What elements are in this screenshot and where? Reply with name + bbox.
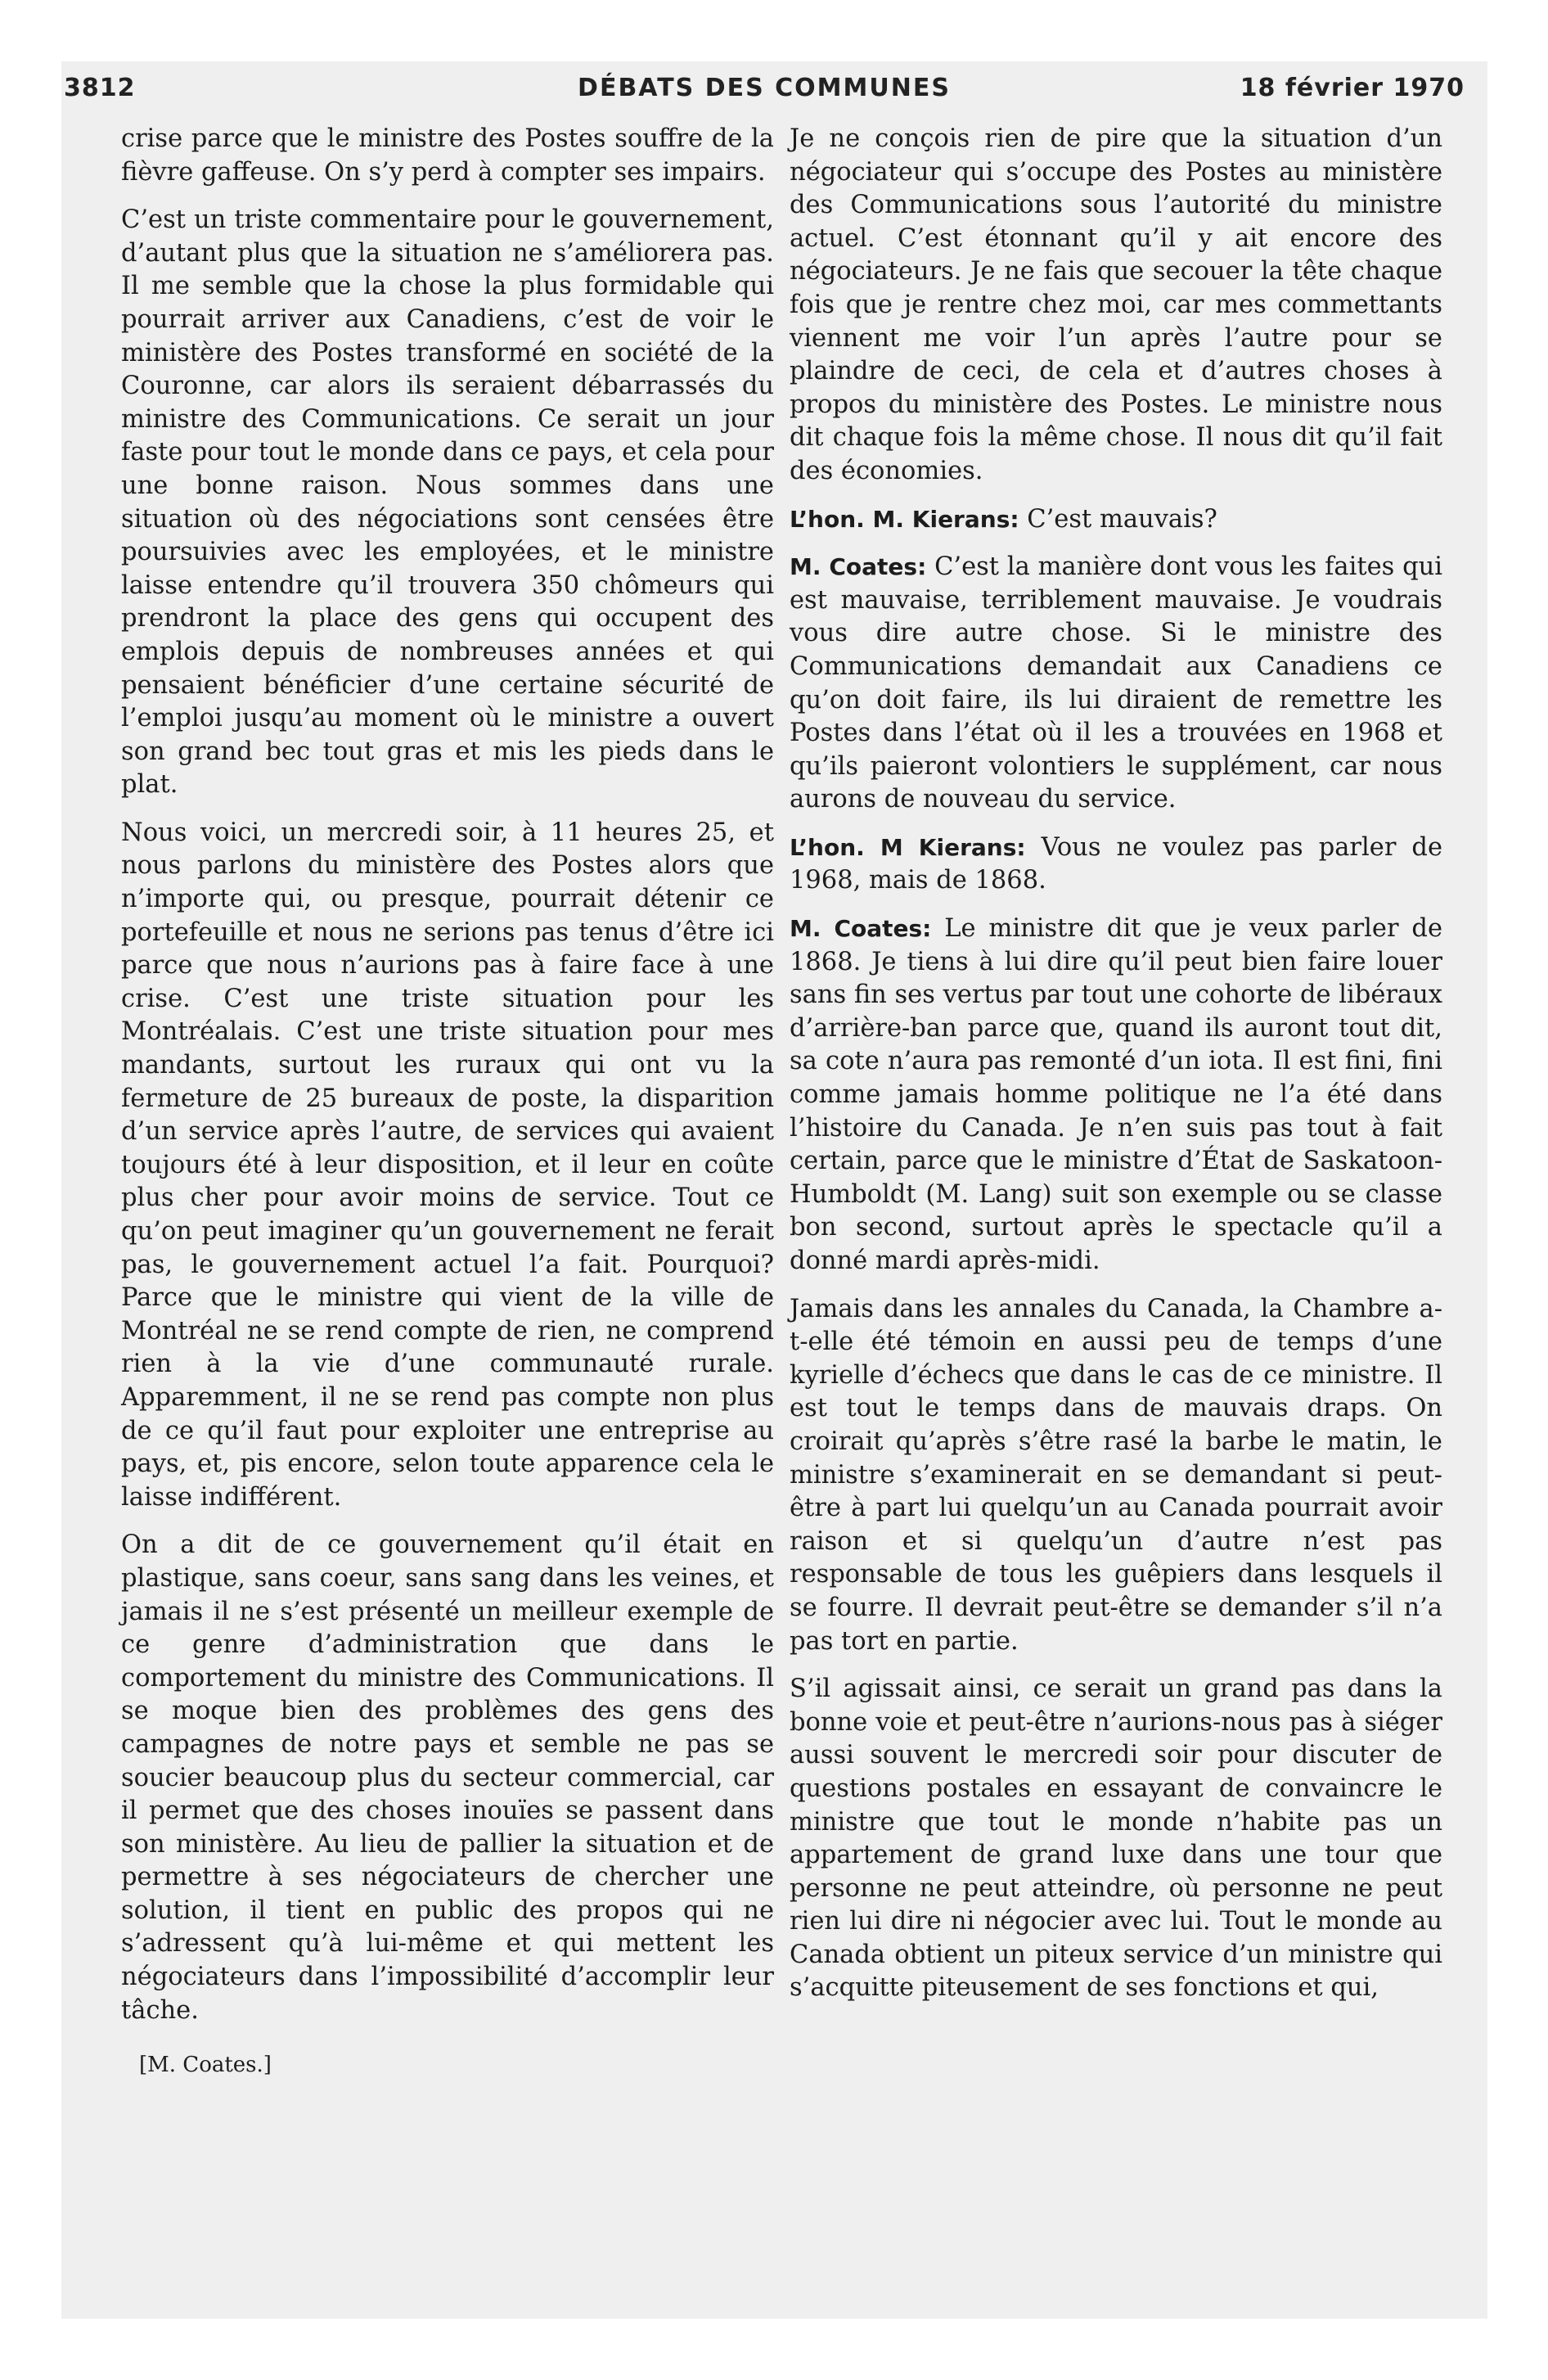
paragraph: Je ne conçois rien de pire que la situation d’un négociateur qui s’occupe des Postes au ministère des Communications sous l’autorité du ministre actuel. C’est étonnant qu’il y ait encore des négociateurs. Je ne fais que secouer la tête chaque fois que je rentre chez moi, car mes commettants viennent me voir l’un après l’autre pour se plaindre de ceci, de cela et d’autres choses à propos du ministère des Postes. Le ministre nous dit chaque fois la même chose. Il nous dit qu’il fait des économies. xyxy=(790,124,1442,485)
speech-text: Le ministre dit que je veux parler de 1868. Je tiens à lui dire qu’il peut bien faire louer sans fin ses vertus par tout une cohorte de libéraux d’arrière-ban parce que, quand ils auront tout dit, sa cote n’aura pas remonté d’un iota. Il est fini, fini comme jamais homme politique ne l’a été dans l’histoire du Canada. Je n’en suis pas tout à fait certain, parce que le ministre d’État de Saskatoon-Humboldt (M. Lang) suit son exemple ou se classe bon second, surtout après le spectacle qu’il a donné mardi après-midi. xyxy=(790,914,1442,1275)
page-number: 3812 xyxy=(64,74,136,102)
paragraph: S’il agissait ainsi, ce serait un grand pas dans la bonne voie et peut-être n’aurions-nous pas à siéger aussi souvent le mercredi soir pour discuter de questions postales en essayant de convaincre le ministre que tout le monde n’habite pas un appartement de grand luxe dans une tour que personne ne peut atteindre, où personne ne peut rien lui dire ni négocier avec lui. Tout le monde au Canada obtient un piteux service d’un ministre qui s’acquitte piteusement de ses fonctions et qui, xyxy=(790,1675,1442,2003)
speech-text: C’est mauvais? xyxy=(1019,504,1217,534)
speaker-attribution: [M. Coates.] xyxy=(139,2053,272,2078)
speaker-name: L’hon. M Kierans: xyxy=(790,833,1026,861)
paragraph: crise parce que le ministre des Postes souffre de la fièvre gaffeuse. On s’y perd à compter ses impairs. xyxy=(121,124,774,187)
speaker-name: M. Coates: xyxy=(790,553,927,581)
page-title: DÉBATS DES COMMUNES xyxy=(578,74,951,102)
speaker-name: L’hon. M. Kierans: xyxy=(790,505,1019,533)
left-column xyxy=(121,123,774,2082)
speaker-name: M. Coates: xyxy=(790,915,932,943)
right-column xyxy=(790,123,1442,2020)
page-date: 18 février 1970 xyxy=(1240,74,1465,102)
speech-text: Vous ne voulez pas parler de 1968, mais de 1868. xyxy=(790,832,1442,895)
paragraph: Nous voici, un mercredi soir, à 11 heures 25, et nous parlons du ministère des Postes alors que n’importe qui, ou presque, pourrait détenir ce portefeuille et nous ne serions pas tenus d’être ici parce que nous n’aurions pas à faire face à une crise. C’est une triste situation pour les Montréalais. C’est une triste situation pour mes mandants, surtout les ruraux qui ont vu la fermeture de 25 bureaux de poste, la disparition d’un service après l’autre, de services qui avaient toujours été à leur disposition, et il leur en coûte plus cher pour avoir moins de service. Tout ce qu’on peut imaginer qu’un gouvernement ne ferait pas, le gouvernement actuel l’a fait. Pourquoi? Parce que le ministre qui vient de la ville de Montréal ne se rend compte de rien, ne comprend rien à la vie d’une communauté rurale. Apparemment, il ne se rend pas compte non plus de ce qu’il faut pour exploiter une entreprise au pays, et, pis encore, selon toute apparence cela le laisse indifférent. xyxy=(121,818,774,1512)
page-header xyxy=(64,74,1465,115)
paragraph: C’est un triste commentaire pour le gouvernement, d’autant plus que la situation ne s’améliorera pas. Il me semble que la chose la plus formidable qui pourrait arriver aux Canadiens, c’est de voir le ministère des Postes transformé en société de la Couronne, car alors ils seraient débarrassés du ministre des Communications. Ce serait un jour faste pour tout le monde dans ce pays, et cela pour une bonne raison. Nous sommes dans une situation où des négociations sont censées être poursuivies avec les employées, et le ministre laisse entendre qu’il trouvera 350 chômeurs qui prendront la place des gens qui occupent des emplois depuis de nombreuses années et qui pensaient bénéficier d’une certaine sécurité de l’emploi jusqu’au moment où le ministre a ouvert son grand bec tout gras et mis les pieds dans le plat. xyxy=(121,205,774,800)
speech-entry xyxy=(790,913,1442,1278)
speech-text: C’est la manière dont vous les faites qui est mauvaise, terriblement mauvaise. Je voudrais vous dire autre chose. Si le ministre des Communications demandait aux Canadiens ce qu’on doit faire, ils lui diraient de remettre les Postes dans l’état où il les a trouvées en 1968 et qu’ils paieront volontiers le supplément, car nous aurons de nouveau du service. xyxy=(790,552,1442,814)
speech-entry xyxy=(790,551,1442,817)
paragraph: Jamais dans les annales du Canada, la Chambre a-t-elle été témoin en aussi peu de temps d’une kyrielle d’échecs que dans le cas de ce ministre. Il est tout le temps dans de mauvais draps. On croirait qu’après s’être rasé la barbe le matin, le ministre s’examinerait en se demandant si peut-être à part lui quelqu’un au Canada pourrait avoir raison et si quelqu’un d’autre n’est pas responsable de tous les guêpiers dans lesquels il se fourre. Il devrait peut-être se demander s’il n’a pas tort en partie. xyxy=(790,1294,1442,1656)
speech-entry xyxy=(790,503,1442,537)
speech-entry xyxy=(790,832,1442,898)
paragraph: On a dit de ce gouvernement qu’il était en plastique, sans coeur, sans sang dans les veines, et jamais il ne s’est présenté un meilleur exemple de ce genre d’administration que dans le comportement du ministre des Communications. Il se moque bien des problèmes des gens des campagnes de notre pays et semble ne pas se soucier beaucoup plus du secteur commercial, car il permet que des choses inouïes se passent dans son ministère. Au lieu de pallier la situation et de permettre à ses négociateurs de chercher une solution, il tient en public des propos qui ne s’adressent qu’à lui-même et qui mettent les négociateurs dans l’impossibilité d’accomplir leur tâche. xyxy=(121,1530,774,2025)
